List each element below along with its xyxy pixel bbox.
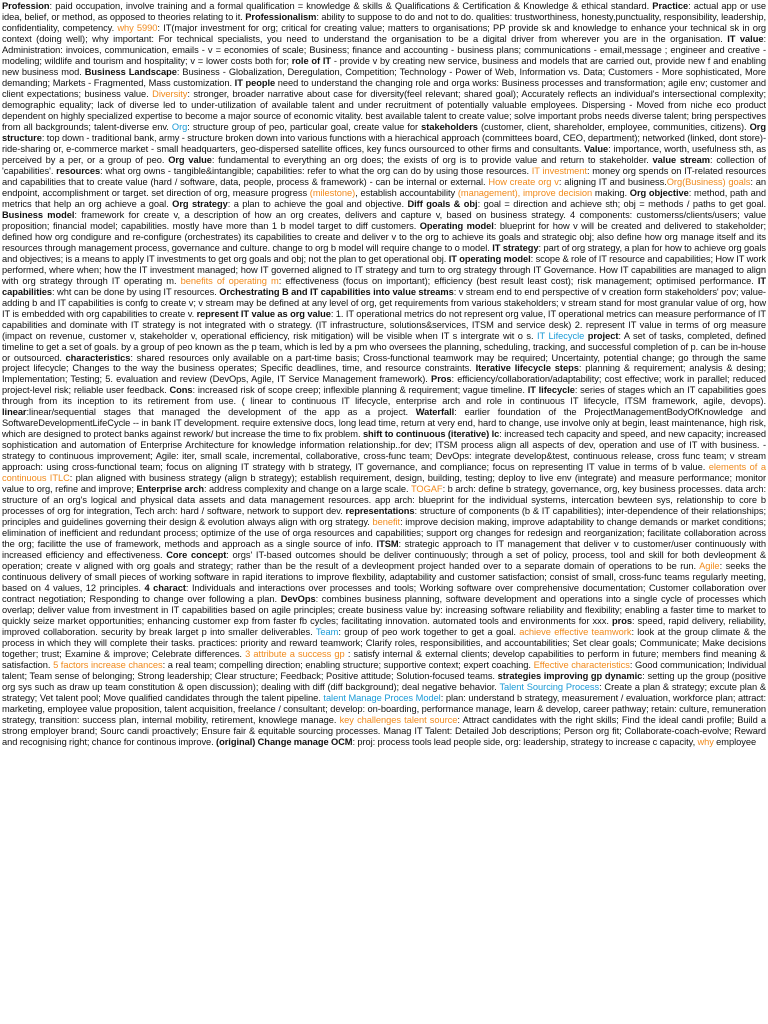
bold-term: Operating model — [419, 220, 494, 231]
body-text: : increased risk of scope creep; inflexible planning & requirement; vague timeline. — [192, 385, 528, 396]
body-text: : b arch: define b strategy, governance, org, key business processes. data arch: structure of an org's logical and physical data assets and data management resources. app arch: blueprint for the individual systems, intercation bewteen sys, relationship to core b processes of org for integration, Tech arch: hard / software, network to support dev. — [2, 484, 766, 517]
bold-term: IT value — [727, 33, 764, 44]
body-text: :linear/sequential stages that managed the development of the app as a project. — [26, 407, 416, 418]
bold-term: Iterative lifecycle steps — [475, 363, 579, 374]
bold-term: Org objective — [629, 187, 689, 198]
body-text: : Individuals and interactions over processes and tools; Working software over comprehensive documentation; Customer collaboration over contract negotiation; Responding to change over following a plan. — [2, 583, 766, 605]
orange-highlight: 5 factors increase chances — [53, 660, 163, 671]
bold-term: Org structure — [2, 121, 766, 143]
body-text: : speed, rapid delivery, reliability, improved collaboration. security by break larget p into smaller deliverables. — [2, 616, 766, 638]
body-text: : part of org strategy, a plan for how to achieve org goals and objectives; is a means to apply IT investments to get org goals and obj; not the plan to get operational obj. — [2, 242, 766, 264]
orange-highlight: (milestone) — [309, 187, 356, 198]
body-text: : Business - Globalization, Deregulation, Competition; Technology - Power of Web, Information vs. Data; Customers - More sophisticated, More demanding; Markets - Fragmented, Mass customization. — [2, 66, 767, 88]
orange-highlight: How create org v — [488, 176, 559, 187]
bold-term: represent IT value as org value — [196, 308, 331, 319]
body-text: : address complexity and change on a large scale. — [203, 484, 411, 495]
blue-highlight: IT Lifecycle — [537, 330, 585, 341]
body-text: employee — [713, 736, 757, 747]
bold-term: Org strategy — [172, 198, 228, 209]
body-text: : Create a plan & strategy; excute plan & strategy; Vet talent pool; Move qualified candidates through the talent pipeline. — [2, 682, 767, 704]
body-text: , establish accountability — [355, 187, 458, 198]
blue-highlight: Org — [171, 121, 188, 132]
orange-highlight: achieve effective teamwork — [519, 627, 632, 638]
body-text: : series of stages which an IT capabilities goes through from its inception to its retirement from use. ( linear to continuous IT lifecycle, enterprise arch and role in continuous IT lifecycle, ITSM framework, agile, devops). — [2, 385, 766, 407]
body-text: : setting up the group (positive org sys such as draw up team constitution & open discussion); dealing with diff (diff background); deal negative behavior. — [2, 671, 766, 693]
orange-highlight: TOGAF — [410, 484, 443, 495]
body-text: : collection of 'capabilities'. — [2, 154, 766, 176]
bold-term: project — [587, 330, 619, 341]
body-text: : stronger, broader narrative about case for diversity(feel relevant; shared goal); Accurately reflects an individual's intersectional complexity; demographic equality; lack of diverse led to under-utilization of available talent and under recruitment of potentially valuable employees. Dispersing - Moved from niche eco product dependent on highly specialized expertise to become a major source of economic vitality. best available talent to create value; solve important probs needs diverse talent; bring perspectives from all backgrounds; talent-diverse env. — [2, 88, 767, 132]
orange-highlight: IT investment — [531, 165, 587, 176]
body-text: : effectiveness (focus on important); efficiency (best result least cost); risk management; optimised performance. — [278, 275, 758, 286]
bold-term: Pros — [431, 374, 452, 385]
body-text: making. — [592, 187, 630, 198]
body-text: : improve decision making, improve adaptability to change demands or market conditions; elimination of inefficient and redundant process; optimize of the use of orga resources and capabilities; support org changes for redesign and reorganization; facilitate collaboration across the org; facilitte the use of framework, methods and approach as a single source of info. — [2, 517, 767, 550]
bold-term: Value — [584, 143, 609, 154]
bold-term: pros — [612, 616, 632, 627]
bold-term: Cons — [169, 385, 193, 396]
body-text: : increased tech capacity and speed, and new capacity; increased sophistication and automation of Enterprise Architecture for knowledge information relationship..for dev; ITSM process align all aspects of dev, operation and use of IT with business. - strategy to continuous improvement; Agile: iter, small scale, incremental, collaborative, cross-func team; DevOps: integrate develop&test, continuous release, cross func team; v stream approach: using cross-functional team; focus on aligning IT strategy with b strategy, IT governance, and compliance; focus on representing IT value in terms of b value. — [2, 429, 767, 473]
body-text: : money org spends on IT-related resources and capabilities that to create value (hard / software, data, people, process & framework) - can be internal or external. — [2, 165, 766, 187]
body-text: : structure group of peo, particular goal, create value for — [187, 121, 422, 132]
body-text: : goal = direction and achieve sth; obj = methods / paths to get goal. — [477, 198, 767, 209]
body-text: : strategic approach to IT management that deliver v to customer/user continuously with increased efficiency and effectiveness. — [2, 539, 766, 561]
bold-term: IT strategy — [492, 242, 539, 253]
body-text: : planning & requirement; analysis & desing; Implementation; Testing; 5. evaluation and review (DevOps, Agile, IT Service Management framework). — [2, 363, 766, 385]
body-text: : Administration: invoices, communication, emails - v = economies of scale; Business; finance and accounting - business plans; communications - email,message ; engineer and creative - modeling; wildlife and tourism and hospitality; v = lower costs both for; — [2, 33, 766, 66]
orange-highlight: benefits of operating m — [180, 275, 279, 286]
bold-term: Profession — [2, 1, 50, 11]
bold-term: Practice — [652, 1, 689, 11]
bold-term: linear — [2, 407, 27, 418]
bold-term: resources — [56, 165, 101, 176]
bold-term: Org value — [168, 154, 212, 165]
blue-highlight: Team — [315, 627, 339, 638]
body-text: : importance, worth, usefulness sth, as perceived by a per, or a group of peo. — [2, 143, 766, 165]
bold-term: 4 charact — [144, 583, 186, 594]
orange-highlight: why 5990 — [117, 22, 158, 33]
bold-term: Enterprise arch — [136, 484, 204, 495]
bold-term: DevOps — [280, 594, 316, 605]
body-text: : top down - traditional bank, army - structure broken down into various functions with a hierachical approach (committees board, CEO, department); networked (linked, dont store)- ride-sharing or, e-commerce market - small headquarters, geo-dispersed satellite offices, key funcs oursourced to other firms and consultants. — [2, 132, 766, 154]
bold-term: Orchestrating B and IT capabilities into value streams — [219, 286, 454, 297]
orange-highlight: (management), improve decision — [457, 187, 593, 198]
orange-highlight: Effective characteristics — [533, 660, 630, 671]
body-text: : paid occupation, involve training and a formal qualification = knowledge & skills & Qualifications & Certification & Knowledge & ethical standard. — [49, 1, 653, 11]
bold-term: strategies improving gp dynamic — [497, 671, 643, 682]
bold-term: Waterfall — [415, 407, 455, 418]
body-text: : plan: understand b strategy, measurement / evaluation, workforce plan; attract: marketing, employee value proposition, talent acquisition, freelance / consultant; develop: on-boarding, performance manage, learn & develop, career pathway; retain: culture, remuneration strategy, transition: success plan, internal mobility, retirement, knowlege manage. — [2, 693, 766, 725]
body-text: : method, path and metrics that help an org achieve a goal. — [2, 187, 766, 209]
body-text: : plan aligned with business strategy (align b strategy); establish requirement, design, building, testing; deploy to live env (integrate) and measure performance; monitor value to org, refine and improve; — [2, 473, 767, 495]
bold-term: representations — [345, 506, 415, 517]
body-text: : seeks the continuous delivery of small pieces of working software in rapid iterations to improve flexbility, adaptability and customer satisfaction; consist of small, cross-func teams regularly meeting, based on 4 values, 12 principles. — [2, 561, 767, 594]
body-text: : blueprint for how v will be created and delivered to stakeholder; defined how org condigure and re-configure (orchestrates) its capabilities to create and deliver v to the org to achieve its goals and strategic obj; also define how org manage itself and its resources through management process, governance and culture. change to org b model will require change to o model. — [2, 220, 767, 253]
orange-highlight: Diversity — [152, 88, 188, 99]
body-text: : ability to suppose to do and not to do. qualities: trustworthiness, honesty,punctuality, responsibility, leadership, confidentiality, competency. — [2, 11, 767, 33]
body-text: : satisfy internal & external clients; develop capabilities to perform in future; members find meaning & satisfaction. — [2, 649, 766, 671]
bold-term: value stream — [652, 154, 711, 165]
body-text: : shared resources only available on a part-time basis; Cross-functional teamwork may be required; Uncertainty, potential change; go through the same project lifecycle; Changes to the way the business operates; Specific deadlines, time, and resource constraints. — [2, 352, 766, 374]
body-text: : Attract candidates with the right skills; Find the ideal candi profile; Build a strong employer brand; Sourc candi proactively; Ensure fair & equitable sourcing processes. Manag IT Talent: Detailed Job descriptions; Person org fit; Collaborate-coach-evolve; Reward and recognising right; chance for continous improve. — [2, 714, 766, 747]
body-text: : a real team; compelling direction; enabling structure; supportive context; expert coaching. — [162, 660, 534, 671]
body-text: : framework for create v, a description of how an org creates, delivers and capture v, based on business strategy. 4 components: customerss/clients/users; value proposition; financial model; capabilities. mostly have more than 1 b model target to diff customers. — [2, 209, 766, 231]
bold-term: Business model — [2, 209, 75, 220]
body-text: : 1. IT operational metrics do not represent org value, IT operational metrics can measure performance of IT capabilities and dominate with IT strategy is not integrated with o strategy. (IT infrastructure, solutions&services, ITSM and service desk) 2. represent IT value in terms of org measure (impact on revenue, customer v, stakeholder v, operational efficiency, risk mitigation) will be visible when IT s intergrate wit o s. — [2, 308, 766, 341]
orange-highlight: benefit — [372, 517, 401, 528]
body-text: : fundamental to everything an org does; the exists of org is to provide value and return to stakeholder. — [211, 154, 653, 165]
orange-highlight: why — [697, 736, 714, 747]
body-text: : what org owns - tangible&intangible; capabilities: refer to what the org can do by using those resources. — [100, 165, 532, 176]
body-text: - provide v by creating new service, business and models that are carried out, provide new f and enabling new business mod. — [2, 55, 766, 77]
orange-highlight: key challenges talent source — [339, 714, 458, 725]
body-text: : aligning IT and business. — [558, 176, 667, 187]
bold-term: characteristics — [65, 352, 131, 363]
body-text: : group of peo work together to get a goal. — [338, 627, 520, 638]
orange-highlight: Agile — [699, 561, 720, 572]
bold-term: (original) Change manage OCM — [216, 736, 353, 747]
body-text: : A set of tasks, completed, defined timeline to get a set of goals. by a group of peo known as the p team, which is led by a pm who oversees the planning, scheduling, tracking, and successful completion of p. can be in-house or outsourced. — [2, 330, 767, 363]
body-text: : structure of components (b & IT capabilities); inter-dependence of their relationships; principles and guidelines governing their design & evolution always align with org strategy. — [2, 506, 767, 528]
body-text: : wht can be done by using IT resources. — [52, 286, 220, 297]
body-text: : efficiency/collaboration/adaptability; cost effective; work in parallel; reduced project-level risk; reliable user feedback. — [2, 374, 766, 396]
body-text: : actual app or use idea, belief, or method, as opposed to theories relating to it. — [2, 1, 766, 22]
bold-term: IT capabilities — [2, 275, 767, 297]
body-text: : Good communication; Individual talent; Team sense of belonging; Strong leadership; Clear structure; Feedback; Positive attitude; Solution-focused teams. — [2, 660, 767, 682]
body-text: : an endpoint, accomplishment or target. set direction of org, measure progress — [2, 176, 766, 198]
blue-highlight: talent Manage Proces Model — [323, 693, 441, 704]
blue-highlight: Talent Sourcing Process — [499, 682, 600, 693]
bold-term: Core concept — [166, 550, 227, 561]
bold-term: IT lifecycle — [527, 385, 575, 396]
bold-term: ITSM — [376, 539, 399, 550]
body-text: : earlier foundation of the ProjectManagementBodyOfKnowledge and SoftwareDevelopmentLifeCycle -- in bank IT development. require extensive docs, long lead time, return at very end, hard to change, use involve only at begin, least maintenance, high risk, which are designed to protect banks against rework/ but increase the time to fix problem. — [2, 407, 766, 440]
bold-term: role of IT — [291, 55, 332, 66]
orange-highlight: 3 attribute a success gp — [245, 649, 345, 660]
bold-term: IT operating model — [448, 253, 531, 264]
bold-term: Diff goals & obj — [407, 198, 478, 209]
bold-term: shift to continuous (iterative) lc — [362, 429, 500, 440]
body-text: (customer, client, shareholder, employee, communities, citizens). — [477, 121, 750, 132]
body-text: : look at the group climate & the process in which they will complete their tasks. practices: priority and reward teamwork; Clarify roles, responsibilities, and accountabilities; Set clear goals; Communicate; Make decisions together; trust; Examine & improve; Celebrate differences. — [2, 627, 767, 660]
bold-term: Business Landscape — [84, 66, 177, 77]
orange-highlight: Org(Business) goals — [666, 176, 751, 187]
body-text: : proj: process tools lead people side, org: leadership, strategy to increase c capacity, — [352, 736, 698, 747]
body-text: need to understand the changing role and orga works: Business processes and transformation; agile env; customer and client expectations; business value. — [2, 77, 767, 99]
bold-term: Professionalism — [245, 11, 317, 22]
body-text: : IT(major investment for org; critical for creating value; matters to organisations; PP provide sk and knowledge to enhance your technical sk in org context (doing well); why important: For technical specialists, you need to understand the organisation to be a digital driver from wherever you are in the organisation. — [2, 22, 766, 44]
bold-term: stakeholders — [421, 121, 478, 132]
body-text: : v stream end to end perspective of v creation form stakeholders' pov; value-adding b and IT capabilities is confg to create v; v stream may be defined at any level of org, get requirements from various stakeholders; v stream stand for most granular value of org, how IT is embedded with org capabilities to create v. — [2, 286, 766, 319]
body-text: : scope & role of IT resource and capabilities; How IT work performed, where when; how the IT investment managed; how IT governed aligned to IT strategy and turn to org strategy through IT Governance. How IT capabilities are managed to align with org strategy through IT operating m. — [2, 253, 766, 286]
orange-highlight: elements of a continuous ITLC — [2, 462, 767, 484]
body-text: : orgs' IT-based outcomes should be deliver continuously; through a set of policy, process, tool and skill for both devleopment & operation; create v aligned with org goals and strategy; rather than be the result of a devleopment project handed over to a separate domain of operations to be run. — [2, 550, 766, 572]
body-text: : combines business planning, software development and operations into a single cycle of processes which overlap; deliver value from investment in IT capabilities based on agile principles; create business value by: increasing software reliability and flexibility; enabling a faster time to market to quickly seize market opportunities; enhancing customer exp from faster fb cycles; facilitating innovation. automated tools and environments for xxx. — [2, 594, 766, 627]
bold-term: IT people — [234, 77, 276, 88]
body-text: : a plan to achieve the goal and objective. — [227, 198, 408, 209]
